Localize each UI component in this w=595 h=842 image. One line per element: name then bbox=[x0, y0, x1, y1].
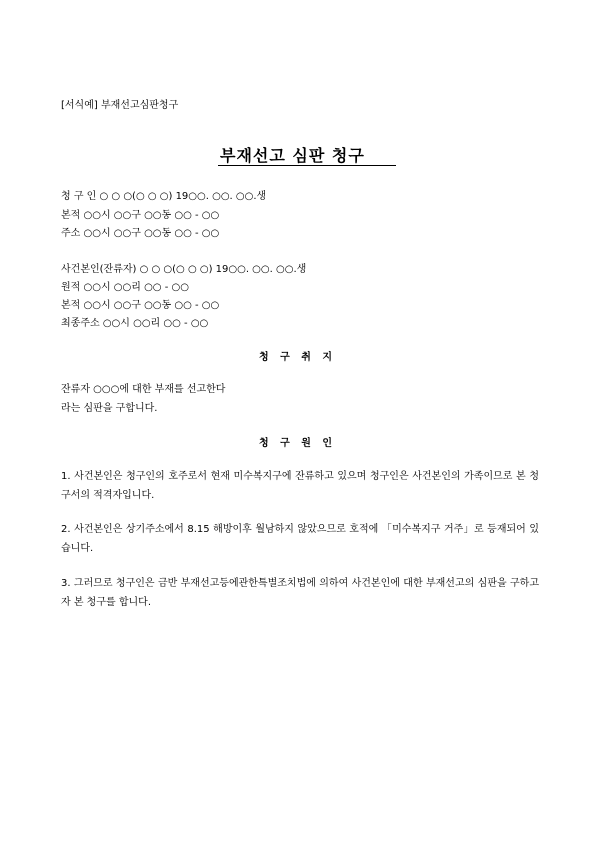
cause-paragraph-3: 3. 그러므로 청구인은 금반 부재선고등에관한특별조치법에 의하여 사건본인에 대한 부재선고의 심판을 구하고자 본 청구를 합니다. bbox=[61, 578, 539, 608]
title-underline bbox=[218, 165, 396, 166]
claimant-address-line: 주소 ○○시 ○○구 ○○동 ○○ - ○○ bbox=[61, 228, 220, 239]
claimant-domicile-line: 본적 ○○시 ○○구 ○○동 ○○ - ○○ bbox=[61, 210, 220, 221]
subject-origin-line: 원적 ○○시 ○○리 ○○ - ○○ bbox=[61, 282, 189, 293]
claimant-name-line: 청 구 인 ○ ○ ○(○ ○ ○) 19○○. ○○. ○○.생 bbox=[61, 191, 267, 202]
cause-paragraph-1: 1. 사건본인은 청구인의 호주로서 현재 미수복지구에 잔류하고 있으며 청구인은 사건본인의 가족이므로 본 청구서의 적격자입니다. bbox=[61, 471, 539, 501]
purpose-line-1: 잔류자 ○○○에 대한 부재를 선고한다 bbox=[61, 384, 226, 395]
document-title: 부재선고 심판 청구 bbox=[220, 146, 365, 165]
purpose-line-2: 라는 심판을 구합니다. bbox=[61, 403, 158, 414]
subject-name-line: 사건본인(잔류자) ○ ○ ○(○ ○ ○) 19○○. ○○. ○○.생 bbox=[61, 264, 307, 275]
cause-heading: 청 구 원 인 bbox=[259, 438, 337, 449]
cause-paragraph-2: 2. 사건본인은 상기주소에서 8.15 해방이후 월남하지 않았으므로 호적에 「미수복지구 거주」로 등재되어 있습니다. bbox=[61, 524, 539, 554]
purpose-heading: 청 구 취 지 bbox=[259, 352, 337, 363]
subject-domicile-line: 본적 ○○시 ○○구 ○○동 ○○ - ○○ bbox=[61, 300, 220, 311]
subject-last-address-line: 최종주소 ○○시 ○○리 ○○ - ○○ bbox=[61, 318, 209, 329]
form-label: [서식예] 부재선고심판청구 bbox=[61, 100, 179, 111]
